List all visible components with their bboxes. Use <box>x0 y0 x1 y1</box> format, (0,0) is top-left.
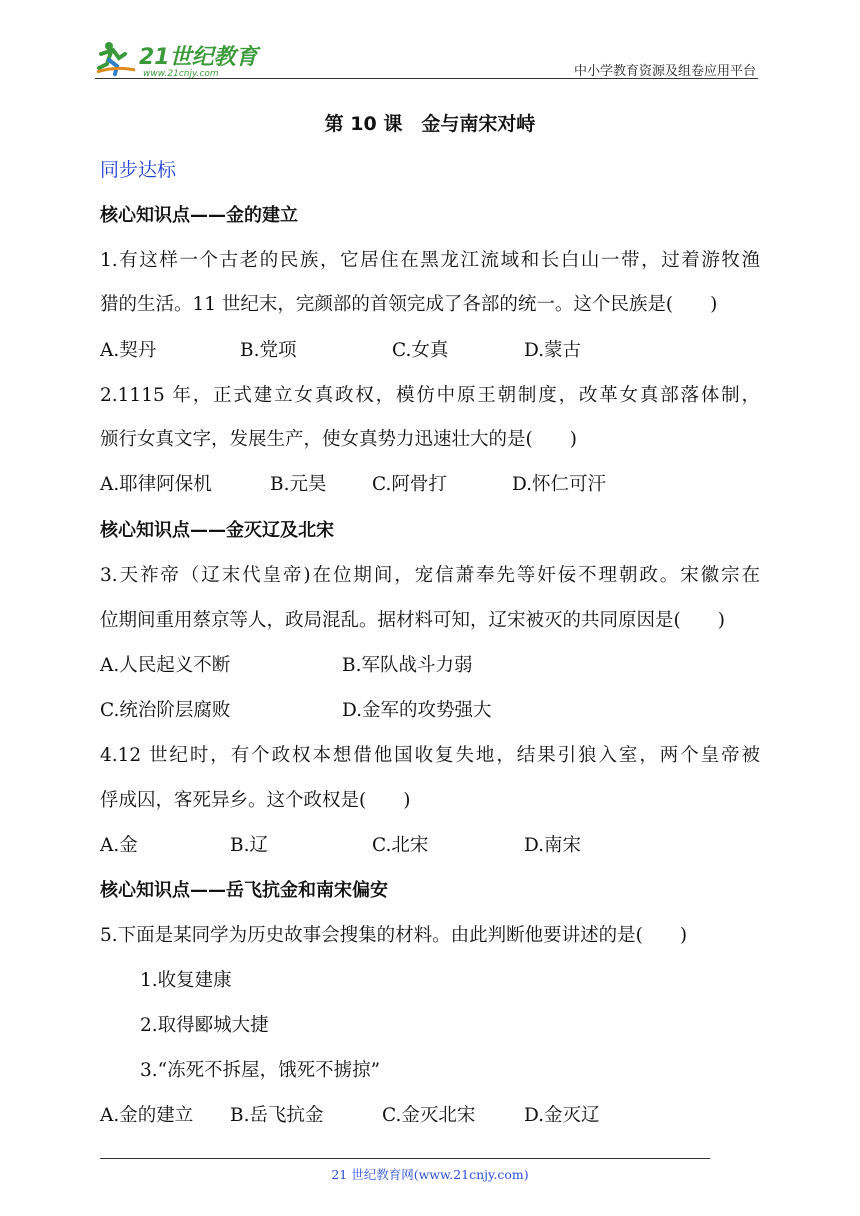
runner-icon <box>97 42 135 74</box>
question-2-line-1: 2.1115 年，正式建立女真政权，模仿中原王朝制度，改革女真部落体制， <box>100 385 760 406</box>
logo-text: 21世纪教育 <box>139 45 258 70</box>
question-2-option-c: C.阿骨打 <box>372 474 447 495</box>
page-title: 第 10 课 金与南宋对峙 <box>324 113 536 135</box>
question-3-line-2: 位期间重用蔡京等人，政局混乱。据材料可知，辽宋被灭的共同原因是( ) <box>100 610 725 631</box>
question-4-option-c: C.北宋 <box>372 835 429 856</box>
question-1-line-1: 1.有这样一个古老的民族，它居住在黑龙江流域和长白山一带，过着游牧渔 <box>100 250 760 271</box>
question-4-line-1: 4.12 世纪时，有个政权本想借他国收复失地，结果引狼入室，两个皇帝被 <box>100 745 760 766</box>
question-1-line-2: 猎的生活。11 世纪末，完颜部的首领完成了各部的统一。这个民族是( ) <box>100 294 718 315</box>
question-1-option-b: B.党项 <box>240 340 297 361</box>
question-5-option-d: D.金灭辽 <box>524 1105 600 1126</box>
footer-divider <box>100 1158 710 1159</box>
question-4-option-b: B.辽 <box>230 835 268 856</box>
knowledge-point-heading: 核心知识点——金的建立 <box>100 205 298 226</box>
question-2-option-d: D.怀仁可汗 <box>512 474 607 495</box>
logo-url: www.21cnjy.com <box>143 69 219 79</box>
question-5-item-1: 1.收复建康 <box>140 970 232 991</box>
question-1-option-c: C.女真 <box>392 340 449 361</box>
footer-link[interactable]: 21 世纪教育网(www.21cnjy.com) <box>331 1167 529 1182</box>
question-3-option-c: C.统治阶层腐败 <box>100 700 231 721</box>
question-5-item-3: 3.“冻死不拆屋，饿死不掳掠” <box>140 1060 381 1081</box>
question-2-option-b: B.元昊 <box>270 474 327 495</box>
question-3-option-a: A.人民起义不断 <box>100 655 231 676</box>
question-4-line-2: 俘成囚，客死异乡。这个政权是( ) <box>100 790 411 811</box>
question-4-option-a: A.金 <box>100 835 138 856</box>
question-3-option-d: D.金军的攻势强大 <box>342 700 492 721</box>
question-5-line-1: 5.下面是某同学为历史故事会搜集的材料。由此判断他要讲述的是( ) <box>100 925 688 946</box>
header-platform-text: 中小学教育资源及组卷应用平台 <box>573 64 756 79</box>
site-logo <box>95 36 265 80</box>
question-3-line-1: 3.天祚帝（辽末代皇帝)在位期间，宠信萧奉先等奸佞不理朝政。宋徽宗在 <box>100 565 760 586</box>
knowledge-point-heading: 核心知识点——岳飞抗金和南宋偏安 <box>100 880 388 901</box>
question-2-line-2: 颁行女真文字，发展生产，使女真势力迅速壮大的是( ) <box>100 429 577 450</box>
section-heading: 同步达标 <box>100 159 177 181</box>
question-2-option-a: A.耶律阿保机 <box>100 474 212 495</box>
question-1-option-d: D.蒙古 <box>524 340 582 361</box>
question-5-option-b: B.岳飞抗金 <box>230 1105 324 1126</box>
question-1-option-a: A.契丹 <box>100 340 157 361</box>
question-5-option-c: C.金灭北宋 <box>382 1105 476 1126</box>
question-3-option-b: B.军队战斗力弱 <box>342 655 473 676</box>
question-5-item-2: 2.取得郾城大捷 <box>140 1015 269 1036</box>
question-4-option-d: D.南宋 <box>524 835 582 856</box>
knowledge-point-heading: 核心知识点——金灭辽及北宋 <box>100 520 334 541</box>
header-divider <box>95 78 758 79</box>
question-5-option-a: A.金的建立 <box>100 1105 194 1126</box>
